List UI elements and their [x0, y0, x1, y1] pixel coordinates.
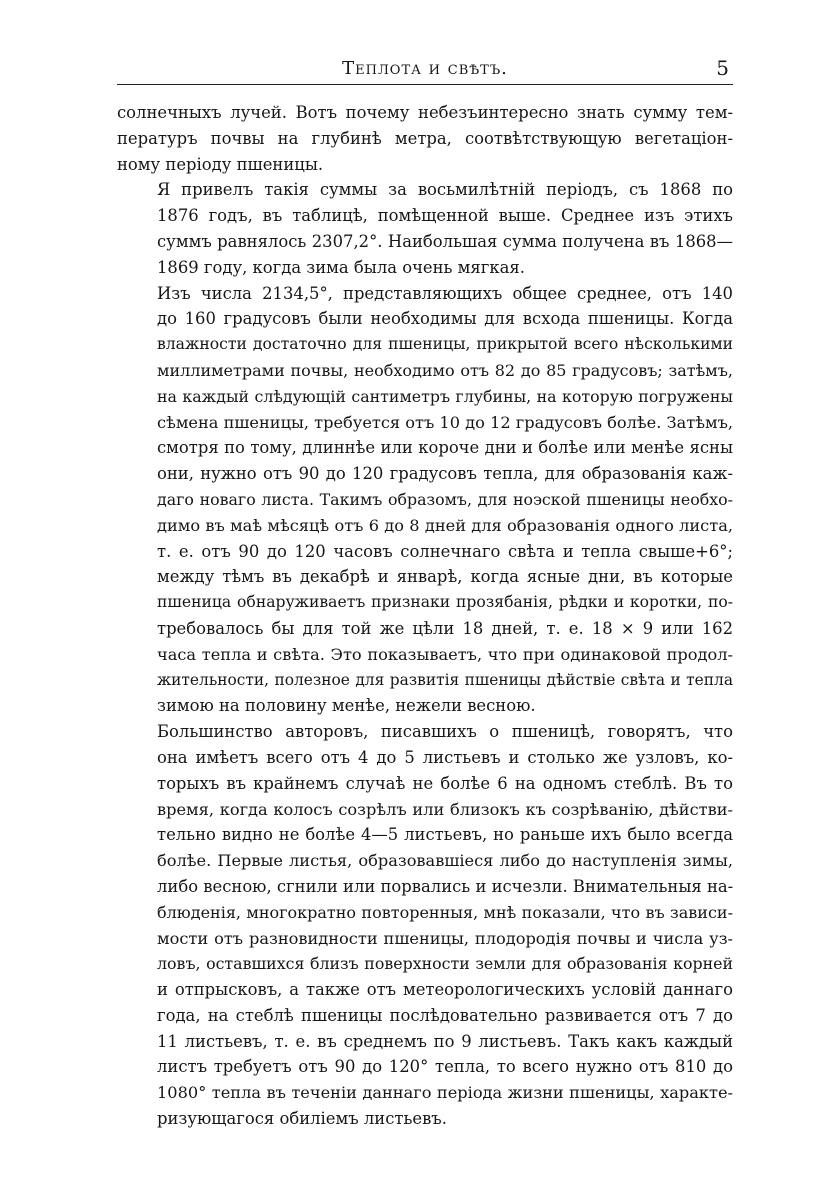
text-line: болѣе. Первые листья, образовавшіеся либо до наступленія зимы,: [157, 851, 733, 871]
paragraph: [117, 177, 733, 280]
text-line: часа тепла и свѣта. Это показываетъ, что при одинаковой продол-: [157, 644, 733, 664]
text-line: ловъ, оставшихся близъ поверхности земли для образованія корней: [157, 954, 733, 974]
text-line: зимою на половину менѣе, нежели весною.: [157, 696, 536, 716]
text-line: 1876 годъ, въ таблицѣ, помѣщенной выше. Среднее изъ этихъ: [157, 206, 733, 226]
text-line: Изъ числа 2134,5°, представляющихъ общее среднее, отъ 140: [157, 283, 733, 303]
body-text: [117, 100, 733, 1132]
text-line: на каждый слѣдующій сантиметръ глубины, на которую погружены: [157, 386, 733, 406]
text-line: тельно видно не болѣе 4—5 листьевъ, но раньше ихъ было всегда: [157, 825, 733, 845]
paragraph: [117, 719, 733, 1132]
text-line: пературъ почвы на глубинѣ метра, соотвѣтствующую вегетаціон-: [117, 128, 733, 148]
text-line: смотря по тому, длиннѣе или короче дни и болѣе или менѣе ясны: [157, 438, 733, 458]
text-line: суммъ равнялось 2307,2°. Наибольшая сумма получена въ 1868—: [157, 231, 733, 251]
text-line: они, нужно отъ 90 до 120 градусовъ тепла, для образованія каж-: [157, 464, 733, 484]
paragraph: [117, 100, 733, 177]
text-line: солнечныхъ лучей. Вотъ почему небезъинтересно знать сумму тем-: [117, 103, 733, 122]
text-line: и отпрысковъ, а также отъ метеорологическихъ условій даннаго: [157, 980, 733, 1000]
text-line: либо весною, сгнили или порвались и исчезли. Внимательныя на-: [157, 876, 734, 896]
text-line: 1080° тепла въ теченіи даннаго періода жизни пшеницы, характе-: [157, 1083, 733, 1103]
text-line: димо въ маѣ мѣсяцѣ отъ 6 до 8 дней для образованія одного листа,: [157, 515, 733, 535]
running-head-title: Теплота и свѣтъ.: [342, 58, 508, 79]
text-line: торыхъ въ крайнемъ случаѣ не болѣе 6 на одномъ стеблѣ. Въ то: [157, 773, 733, 793]
text-line: ризующагося обиліемъ листьевъ.: [157, 1109, 447, 1129]
text-line: Большинство авторовъ, писавшихъ о пшеницѣ, говорятъ, что: [157, 722, 733, 742]
text-line: миллиметрами почвы, необходимо отъ 82 до 85 градусовъ; затѣмъ,: [157, 360, 733, 380]
text-line: мости отъ разновидности пшеницы, плодородія почвы и числа уз-: [157, 928, 733, 948]
paragraph: [117, 281, 733, 720]
text-line: она имѣетъ всего отъ 4 до 5 листьевъ и столько же узловъ, ко-: [157, 747, 733, 767]
text-line: 11 листьевъ, т. е. въ среднемъ по 9 листьевъ. Такъ какъ каждый: [157, 1031, 733, 1051]
text-line: 1869 году, когда зима была очень мягкая.: [157, 257, 525, 277]
text-line: жительности, полезное для развитія пшеницы дѣйствіе свѣта и тепла: [157, 670, 733, 689]
text-line: влажности достаточно для пшеницы, прикрытой всего нѣсколькими: [157, 335, 733, 354]
text-line: до 160 градусовъ были необходимы для всхода пшеницы. Когда: [157, 309, 733, 329]
text-line: пшеница обнаруживаетъ признаки прозябанія, рѣдки и коротки, по-: [157, 593, 733, 612]
text-line: листъ требуетъ отъ 90 до 120° тепла, то всего нужно отъ 810 до: [157, 1057, 733, 1077]
text-line: ному періоду пшеницы.: [117, 154, 324, 174]
text-line: требовалось бы для той же цѣли 18 дней, т. е. 18 × 9 или 162: [157, 618, 733, 638]
text-line: время, когда колосъ созрѣлъ или близокъ къ созрѣванію, дѣйстви-: [157, 799, 733, 819]
text-line: года, на стеблѣ пшеницы послѣдовательно развивается отъ 7 до: [157, 1005, 733, 1025]
text-line: блюденія, многократно повторенныя, мнѣ показали, что въ зависи-: [157, 902, 733, 922]
text-line: т. е. отъ 90 до 120 часовъ солнечнаго свѣта и тепла свыше+6°;: [157, 541, 733, 561]
text-line: Я привелъ такія суммы за восьмилѣтній періодъ, съ 1868 по: [157, 180, 733, 200]
text-line: между тѣмъ въ декабрѣ и январѣ, когда ясные дни, въ которые: [157, 567, 733, 587]
text-line: сѣмена пшеницы, требуется отъ 10 до 12 градусовъ болѣе. Затѣмъ,: [157, 412, 734, 432]
running-head: [117, 54, 733, 85]
text-line: даго новаго листа. Такимъ образомъ, для ноэской пшеницы необхо-: [157, 489, 733, 509]
page-number: 5: [716, 56, 729, 80]
